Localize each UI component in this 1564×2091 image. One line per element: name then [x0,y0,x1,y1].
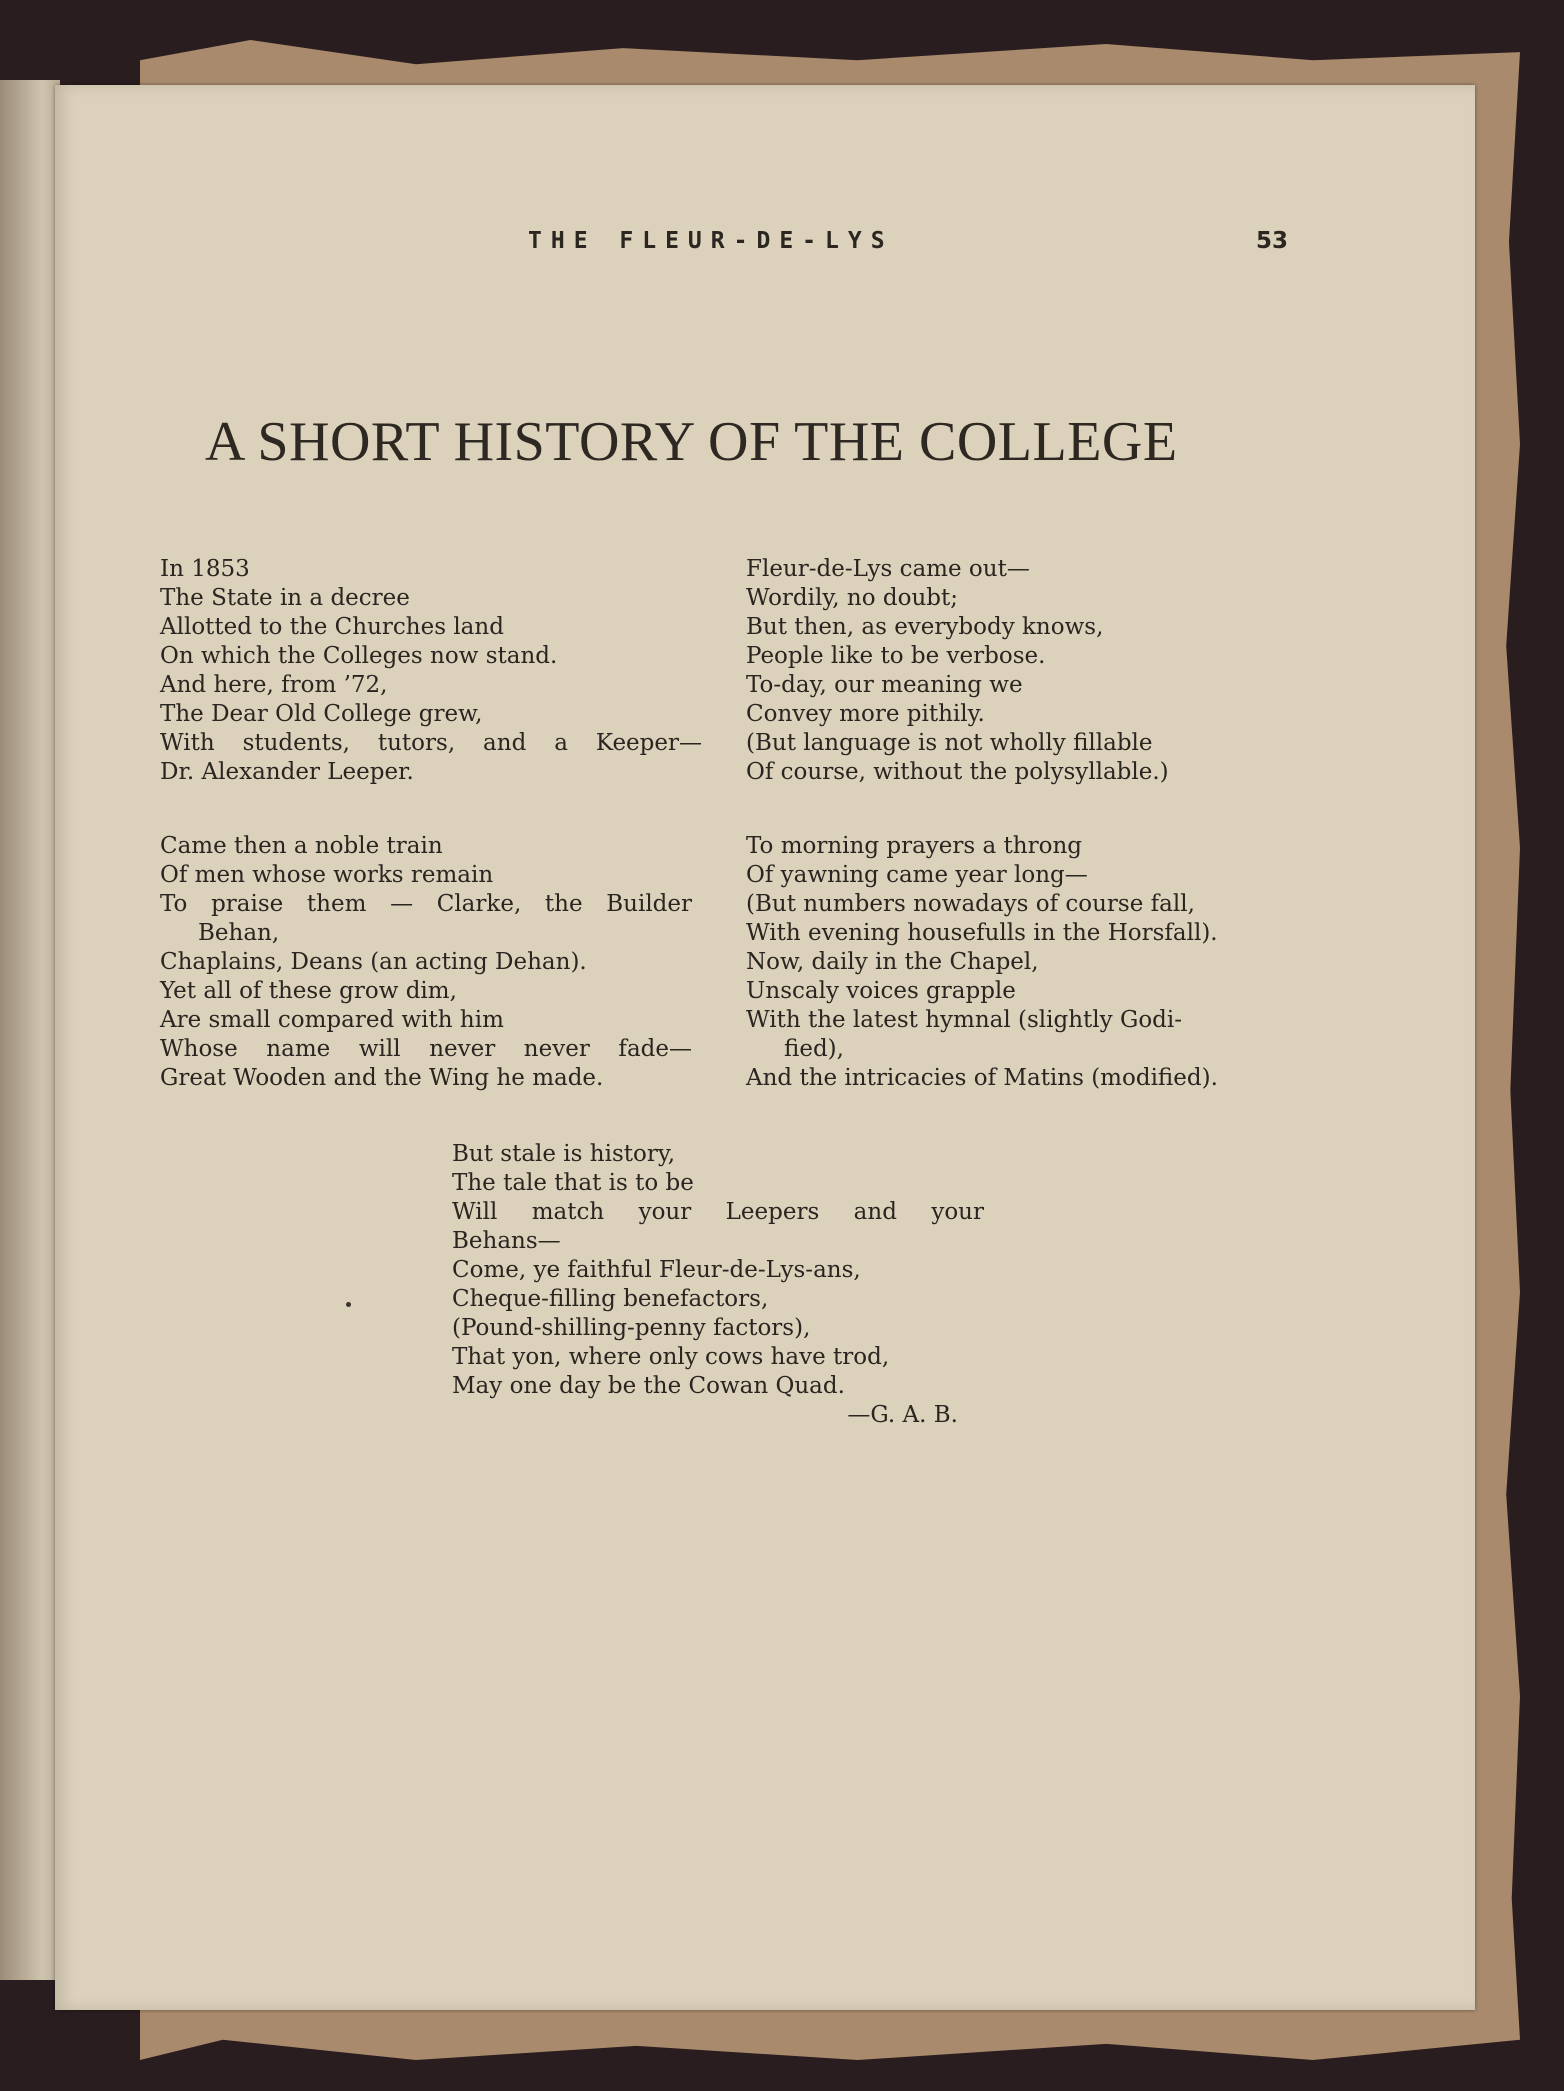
poem-line: Behan, [198,920,280,946]
poem-line: On which the Colleges now stand. [160,643,558,669]
poem-line: (Pound-shilling-penny factors), [452,1315,811,1341]
stanza-5 [452,1140,984,1430]
poem-line: To praise them — Clarke, the Builder [160,891,692,917]
stanza-3 [160,832,692,1093]
poem-line: Will match your Leepers and your [452,1199,984,1225]
poem-line: Allotted to the Churches land [160,614,504,640]
poem-line: Come, ye faithful Fleur-de-Lys-ans, [452,1257,861,1283]
poem-line: But then, as everybody knows, [746,614,1104,640]
poem-line: Cheque-filling benefactors, [452,1286,769,1312]
poem-line: Dr. Alexander Leeper. [160,759,414,785]
poem-line: But stale is history, [452,1141,676,1167]
poem-line: Of course, without the polysyllable.) [746,759,1169,785]
page-title: A SHORT HISTORY OF THE COLLEGE [205,411,1178,473]
poem-line: That yon, where only cows have trod, [452,1344,890,1370]
poem-line: (But language is not wholly fillable [746,730,1153,756]
facing-page-edge [0,80,60,1980]
poem-line: Convey more pithily. [746,701,985,727]
poem-line: The State in a decree [160,585,410,611]
poem-line: Of yawning came year long— [746,862,1088,888]
poem-line: And here, from ’72, [160,672,388,698]
stanza-2 [746,555,1169,787]
poem-line: Great Wooden and the Wing he made. [160,1065,604,1091]
stanza-4 [746,832,1218,1093]
stanza-1 [160,555,702,787]
poem-line: To morning prayers a throng [746,833,1082,859]
poem-line: Behans— [452,1228,561,1254]
poem-line: In 1853 [160,556,250,582]
page-number: 53 [1256,228,1289,254]
poem-line: Now, daily in the Chapel, [746,949,1039,975]
poem-line: (But numbers nowadays of course fall, [746,891,1195,917]
poem-line: With evening housefulls in the Horsfall). [746,920,1218,946]
running-head: THE FLEUR-DE-LYS [528,228,894,254]
poem-line: Fleur-de-Lys came out— [746,556,1030,582]
poem-line: fied), [784,1036,844,1062]
poem-line: Yet all of these grow dim, [160,978,457,1004]
ink-speck [346,1302,351,1307]
poem-line: Wordily, no doubt; [746,585,958,611]
poem-line: Chaplains, Deans (an acting Dehan). [160,949,587,975]
poem-line: With students, tutors, and a Keeper— [160,730,702,756]
poem-line: Came then a noble train [160,833,443,859]
poem-line: With the latest hymnal (slightly Godi- [746,1007,1183,1033]
poem-line: Unscaly voices grapple [746,978,1016,1004]
poem-line: May one day be the Cowan Quad. [452,1373,845,1399]
author-signature: —G. A. B. [847,1402,958,1428]
poem-line: Of men whose works remain [160,862,494,888]
poem-line: The tale that is to be [452,1170,694,1196]
poem-line: The Dear Old College grew, [160,701,483,727]
poem-line: People like to be verbose. [746,643,1046,669]
poem-line: And the intricacies of Matins (modified). [746,1065,1218,1091]
poem-line: To-day, our meaning we [746,672,1023,698]
poem-line: Are small compared with him [160,1007,504,1033]
poem-line: Whose name will never never fade— [160,1036,692,1062]
